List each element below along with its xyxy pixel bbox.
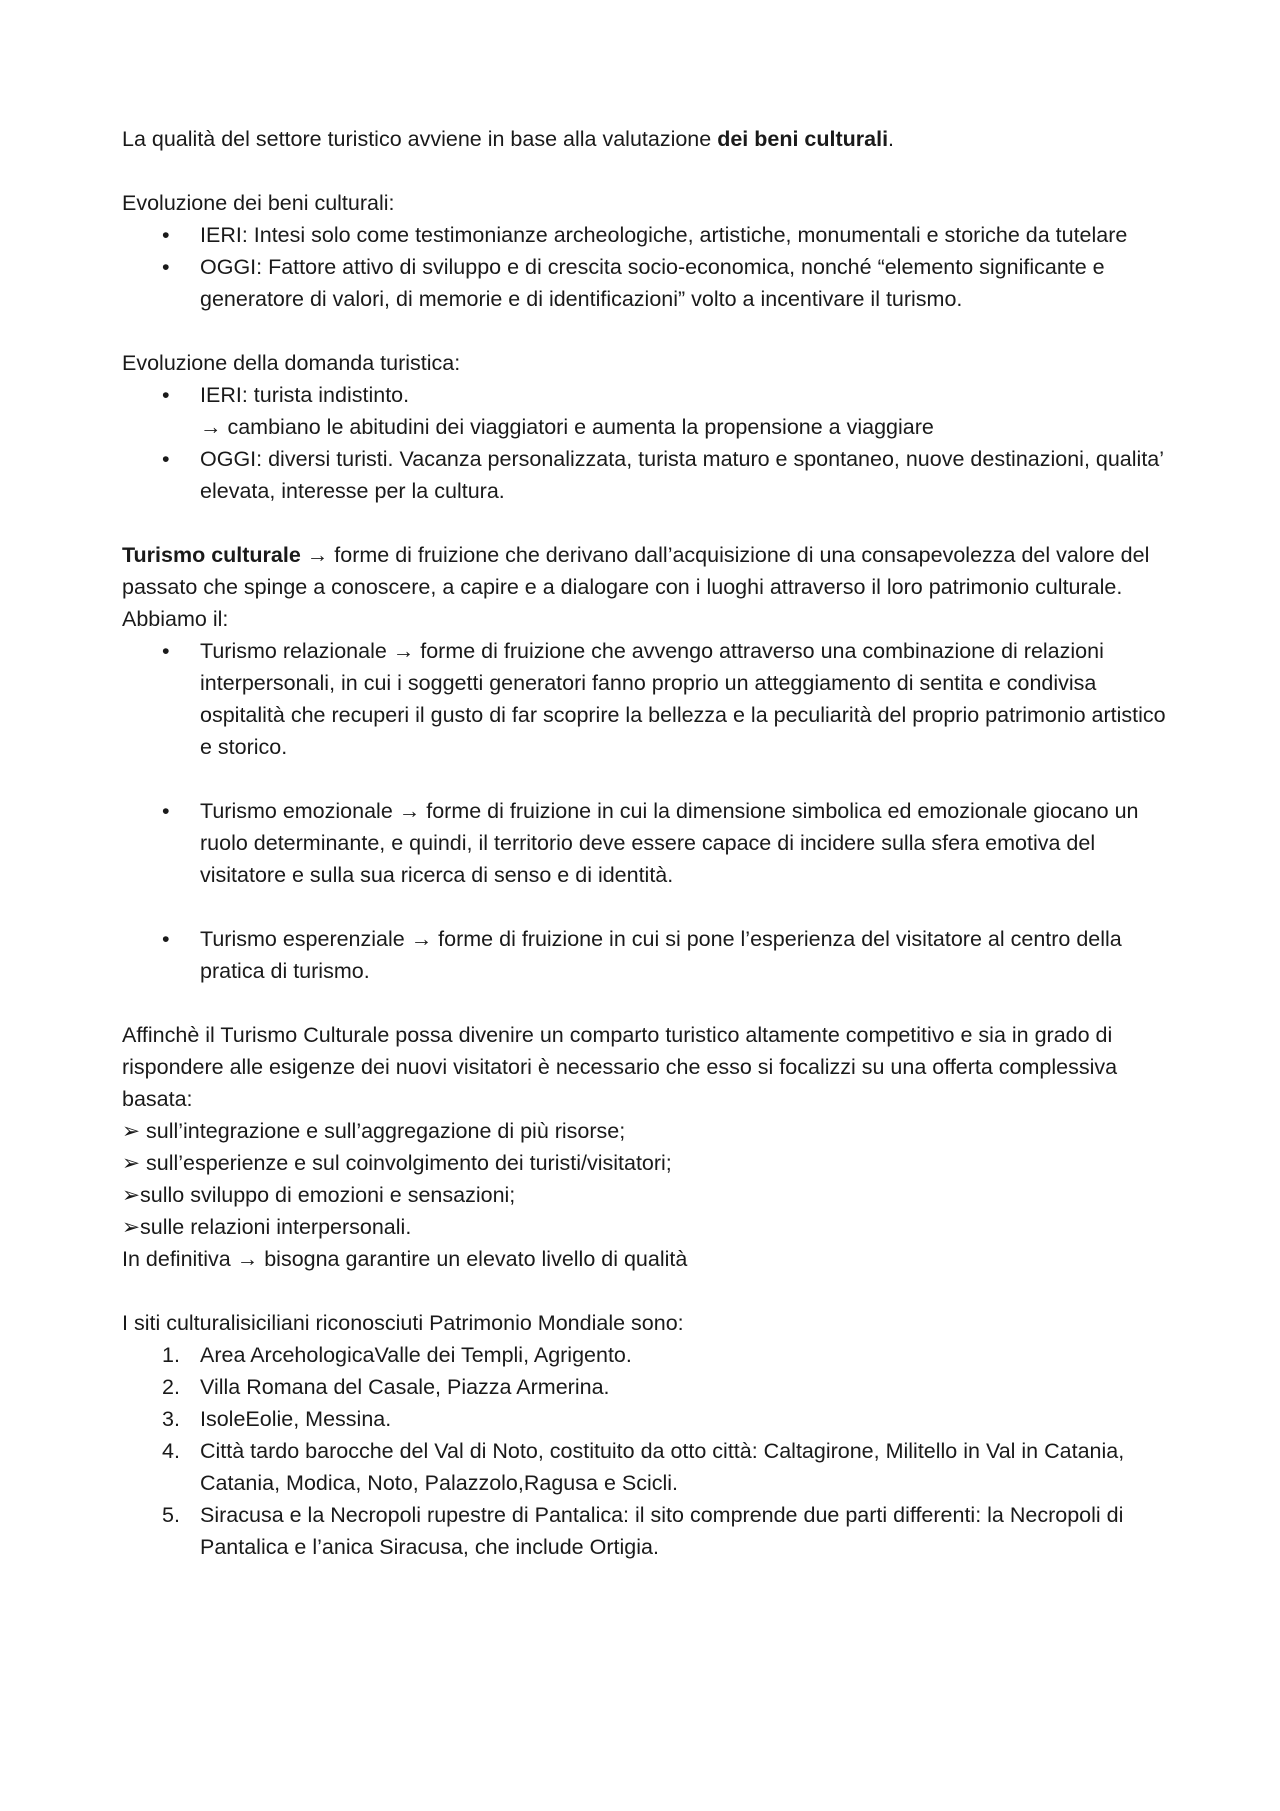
- list-item: 4. Città tardo barocche del Val di Noto, costituito da otto città: Caltagirone, Militello in Val in Catania, Catania, Modica, Noto, Palazzolo,Ragusa e Scicli.: [162, 1439, 1125, 1495]
- list-item: ➢ sull’esperienze e sul coinvolgimento dei turisti/visitatori;: [122, 1151, 672, 1175]
- siti-list: [122, 1339, 1182, 1563]
- list-item: 1. Area ArcehologicaValle dei Templi, Agrigento.: [162, 1343, 632, 1367]
- offerta-list: [122, 1115, 1182, 1243]
- list-item: • OGGI: Fattore attivo di sviluppo e di crescita socio-economica, nonché “elemento significante e generatore di valori, di memorie e di identificazioni” volto a incentivare il turismo.: [122, 251, 1182, 315]
- list-item: 5. Siracusa e la Necropoli rupestre di Pantalica: il sito comprende due parti differenti: la Necropoli di Pantalica e l’anica Siracusa, che include Ortigia.: [162, 1503, 1124, 1559]
- list-item: • Turismo relazionale → forme di fruizione che avvengo attraverso una combinazione di relazioni interpersonali, in cui i soggetti generatori fanno proprio un atteggiamento di sentita e condivisa ospitalità che recuperi il gusto di far scoprire la bellezza e la peculiarità del proprio patrimonio artistico e storico.: [122, 635, 1182, 763]
- beni-heading: Evoluzione dei beni culturali:: [122, 191, 395, 215]
- list-item: ➢sulle relazioni interpersonali.: [122, 1215, 412, 1239]
- intro-paragraph: La qualità del settore turistico avviene in base alla valutazione dei beni culturali.: [122, 127, 895, 151]
- siti-heading: I siti culturalisiciliani riconosciuti Patrimonio Mondiale sono:: [122, 1311, 684, 1335]
- list-item: 2. Villa Romana del Casale, Piazza Armerina.: [162, 1375, 610, 1399]
- beni-list: [122, 219, 1182, 315]
- list-item: • Turismo esperenziale → forme di fruizione in cui si pone l’esperienza del visitatore al centro della pratica di turismo.: [122, 923, 1182, 987]
- abbiamo-label: Abbiamo il:: [122, 607, 229, 631]
- conclusion-line: In definitiva → bisogna garantire un elevato livello di qualità: [122, 1247, 688, 1271]
- list-item: • IERI: turista indistinto. → cambiano le abitudini dei viaggiatori e aumenta la propensione a viaggiare: [122, 379, 1182, 443]
- domanda-list: [122, 379, 1182, 507]
- list-item: • OGGI: diversi turisti. Vacanza personalizzata, turista maturo e spontaneo, nuove destinazioni, qualita’ elevata, interesse per la cultura.: [122, 443, 1182, 507]
- turismo-culturale-term: Turismo culturale: [122, 543, 301, 567]
- list-item: 3. IsoleEolie, Messina.: [162, 1407, 392, 1431]
- domanda-heading: Evoluzione della domanda turistica:: [122, 351, 461, 375]
- list-item: • Turismo emozionale → forme di fruizione in cui la dimensione simbolica ed emozionale giocano un ruolo determinante, e quindi, il territorio deve essere capace di incidere sulla sfera emotiva del visitatore e sulla sua ricerca di senso e di identità.: [122, 795, 1182, 891]
- list-item: ➢ sull’integrazione e sull’aggregazione di più risorse;: [122, 1119, 626, 1143]
- affinche-paragraph: Affinchè il Turismo Culturale possa divenire un comparto turistico altamente competitivo e sia in grado di rispondere alle esigenze dei nuovi visitatori è necessario che esso si focalizzi su una offerta complessiva basata:: [122, 1023, 1118, 1111]
- list-item: • IERI: Intesi solo come testimonianze archeologiche, artistiche, monumentali e storiche da tutelare: [122, 219, 1182, 251]
- document-page: [122, 123, 1182, 1563]
- list-item: ➢sullo sviluppo di emozioni e sensazioni;: [122, 1183, 516, 1207]
- turismo-culturale-paragraph: Turismo culturale → forme di fruizione che derivano dall’acquisizione di una consapevolezza del valore del passato che spinge a conoscere, a capire e a dialogare con i luoghi attraverso il loro patrimonio culturale.: [122, 543, 1150, 599]
- turismo-types-list: [122, 635, 1182, 987]
- intro-bold: dei beni culturali: [717, 127, 889, 151]
